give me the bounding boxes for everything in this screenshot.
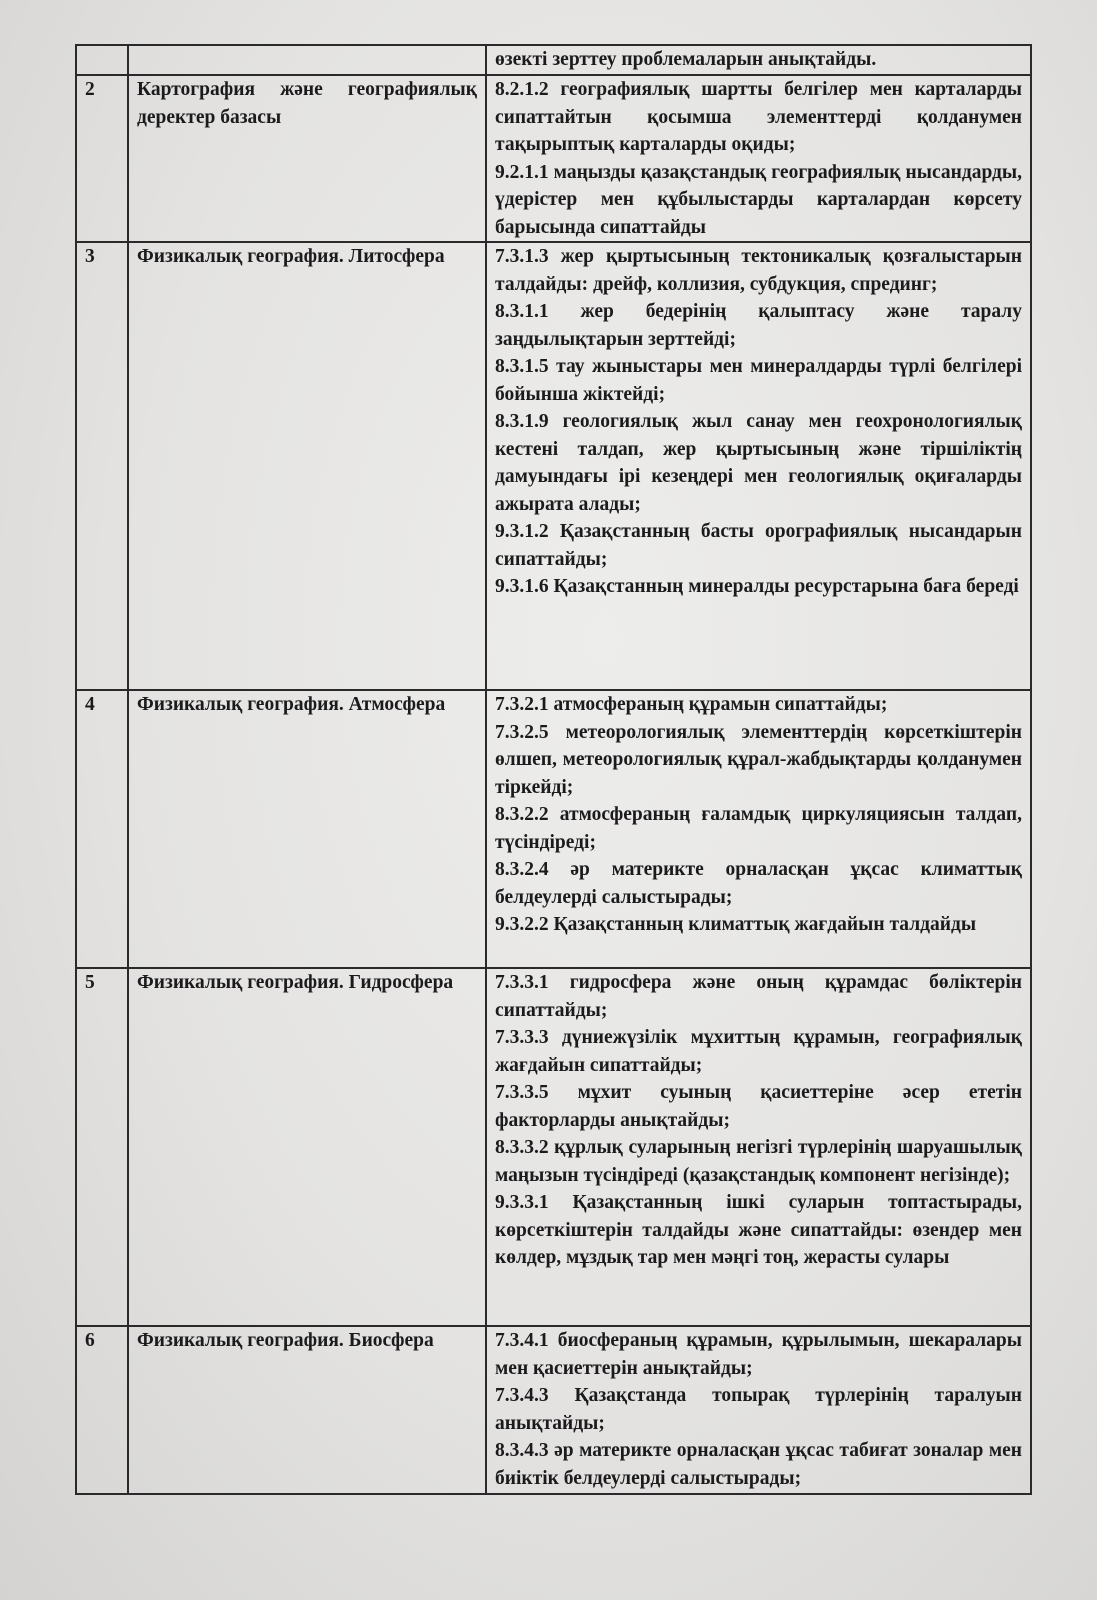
objective-item: 8.3.1.1 жер бедерінің қалыптасу және таралу заңдылықтарын зерттейді;	[495, 301, 1022, 350]
curriculum-table	[75, 44, 1032, 1495]
row-topic	[128, 45, 486, 75]
objective-item: өзекті зерттеу проблемаларын анықтайды.	[495, 49, 877, 70]
row-number	[76, 45, 128, 75]
objective-item: 9.3.3.1 Қазақстанның ішкі суларын топтастырады, көрсеткіштерін талдайды және сипаттайды: өзендер мен көлдер, мұздық тар мен мәңгі тоң, жерасты сулары	[495, 1192, 1022, 1268]
objective-item: 7.3.3.5 мұхит суының қасиеттеріне әсер ететін факторларды анықтайды;	[495, 1082, 1022, 1131]
objective-item: 9.3.2.2 Қазақстанның климаттық жағдайын талдайды	[495, 914, 977, 935]
row-objectives	[486, 75, 1031, 242]
objective-item: 8.3.4.3 әр материкте орналасқан ұқсас табиғат зоналар мен биіктік белдеулерді салыстырады;	[495, 1440, 1022, 1489]
objective-item: 7.3.4.3 Қазақстанда топырақ түрлерінің таралуын анықтайды;	[495, 1385, 1022, 1434]
objective-item: 8.3.2.4 әр материкте орналасқан ұқсас климаттық белдеулерді салыстырады;	[495, 859, 1022, 908]
table-row-5	[76, 968, 1031, 1326]
row-topic: Физикалық география. Биосфера	[128, 1326, 486, 1494]
objective-item: 8.2.1.2 географиялық шартты белгілер мен карталарды сипаттайтын қосымша элементтерді қолданумен тақырыптық карталарды оқиды;	[495, 79, 1022, 155]
objective-item: 9.3.1.2 Қазақстанның басты орографиялық нысандарын сипаттайды;	[495, 521, 1022, 570]
objective-item: 8.3.3.2 құрлық суларының негізгі түрлерінің шаруашылық маңызын түсіндіреді (қазақстандық компонент негізінде);	[495, 1137, 1022, 1186]
row-number: 4	[76, 690, 128, 968]
objective-item: 8.3.1.9 геологиялық жыл санау мен геохронологиялық кестені талдап, жер қыртысының және тіршіліктің дамуындағы ірі кезеңдері мен геологиялық оқиғаларды ажырата алады;	[495, 411, 1022, 515]
row-topic: Картография және географиялық деректер базасы	[128, 75, 486, 242]
table-row-4	[76, 690, 1031, 968]
row-objectives	[486, 242, 1031, 690]
row-objectives	[486, 45, 1031, 75]
objective-item: 8.3.2.2 атмосфераның ғаламдық циркуляциясын талдап, түсіндіреді;	[495, 804, 1022, 853]
objective-item: 7.3.3.3 дүниежүзілік мұхиттың құрамын, географиялық жағдайын сипаттайды;	[495, 1027, 1022, 1076]
row-number: 3	[76, 242, 128, 690]
objective-item: 9.2.1.1 маңызды қазақстандық географиялық нысандарды, үдерістер мен құбылыстарды карталардан көрсету барысында сипаттайды	[495, 161, 1022, 238]
row-topic: Физикалық география. Гидросфера	[128, 968, 486, 1326]
objective-item: 7.3.2.1 атмосфераның құрамын сипаттайды;	[495, 694, 888, 715]
objective-item: 8.3.1.5 тау жыныстары мен минералдарды түрлі белгілері бойынша жіктейді;	[495, 356, 1022, 405]
row-objectives	[486, 1326, 1031, 1494]
row-number: 5	[76, 968, 128, 1326]
row-number: 6	[76, 1326, 128, 1494]
row-topic: Физикалық география. Литосфера	[128, 242, 486, 690]
table-row-3	[76, 242, 1031, 690]
row-objectives	[486, 968, 1031, 1326]
objective-item: 7.3.4.1 биосфераның құрамын, құрылымын, шекаралары мен қасиеттерін анықтайды;	[495, 1330, 1022, 1379]
table-row-6	[76, 1326, 1031, 1494]
objective-item: 7.3.1.3 жер қыртысының тектоникалық қозғалыстарын талдайды: дрейф, коллизия, субдукция, спрединг;	[495, 246, 1022, 295]
table-row-2	[76, 75, 1031, 242]
table-row-continuation	[76, 45, 1031, 75]
row-topic: Физикалық география. Атмосфера	[128, 690, 486, 968]
row-number: 2	[76, 75, 128, 242]
objective-item: 7.3.2.5 метеорологиялық элементтердің көрсеткіштерін өлшеп, метеорологиялық құрал-жабдықтарды қолданумен тіркейді;	[495, 721, 1022, 798]
row-objectives	[486, 690, 1031, 968]
objective-item: 9.3.1.6 Қазақстанның минералды ресурстарына баға береді	[495, 576, 1019, 597]
objective-item: 7.3.3.1 гидросфера және оның құрамдас бөліктерін сипаттайды;	[495, 972, 1022, 1021]
